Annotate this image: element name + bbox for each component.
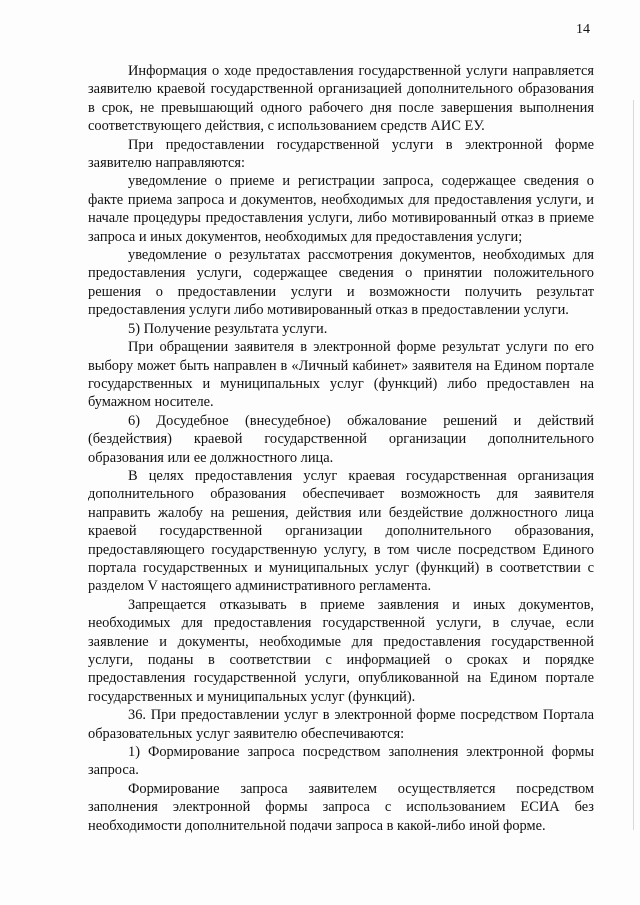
paragraph: 1) Формирование запроса посредством заполнения электронной формы запроса. <box>88 744 594 779</box>
paragraph: 36. При предоставлении услуг в электронной форме посредством Портала образовательных услуг заявителю обеспечиваются: <box>88 707 594 742</box>
paragraph: уведомление о приеме и регистрации запроса, содержащее сведения о факте приема запроса и документов, необходимых для предоставления услуги, и начале процедуры предоставления услуги, либо мотивированный отказ в приеме запроса и иных документов, необходимых для предоставления услуги; <box>88 173 594 245</box>
scan-edge <box>633 100 634 830</box>
paragraph: Формирование запроса заявителем осуществляется посредством заполнения электронной формы запроса с использованием ЕСИА без необходимости дополнительной подачи запроса в какой-либо иной форме. <box>88 780 594 834</box>
paragraph: Информация о ходе предоставления государственной услуги направляется заявителю краевой государственной организацией дополнительного образования в срок, не превышающий одного рабочего дня после завершения выполнения соответствующего действия, с использованием средств АИС ЕУ. <box>88 63 594 135</box>
paragraph: 6) Досудебное (внесудебное) обжалование решений и действий (бездействия) краевой государственной организации дополнительного образования или ее должностного лица. <box>88 412 594 466</box>
page-number: 14 <box>576 22 590 37</box>
document-body <box>88 62 594 835</box>
paragraph: Запрещается отказывать в приеме заявления и иных документов, необходимых для предоставления государственной услуги, в случае, если заявление и документы, необходимые для предоставления государственной услуги, поданы в соответствии с информацией о сроках и порядке предоставления государственной услуги, опубликованной на Едином портале государственных и муниципальных услуг (функций). <box>88 596 594 705</box>
paragraph: уведомление о результатах рассмотрения документов, необходимых для предоставления услуги, содержащее сведения о принятии положительного решения о предоставлении услуги и возможности получить результат предоставления услуги либо мотивированный отказ в предоставлении услуги. <box>88 247 594 319</box>
paragraph: При обращении заявителя в электронной форме результат услуги по его выбору может быть направлен в «Личный кабинет» заявителя на Едином портале государственных и муниципальных услуг (функций) либо предоставлен на бумажном носителе. <box>88 339 594 411</box>
paragraph: В целях предоставления услуг краевая государственная организация дополнительного образования обеспечивает возможность для заявителя направить жалобу на решения, действия или бездействие должностного лица краевой государственной организации дополнительного образования, предоставляющего государственную услугу, в том числе посредством Единого портала государственных и муниципальных услуг (функций) в соответствии с разделом V настоящего административного регламента. <box>88 467 594 595</box>
paragraph: 5) Получение результата услуги. <box>128 320 328 337</box>
paragraph: При предоставлении государственной услуги в электронной форме заявителю направляются: <box>88 136 594 172</box>
